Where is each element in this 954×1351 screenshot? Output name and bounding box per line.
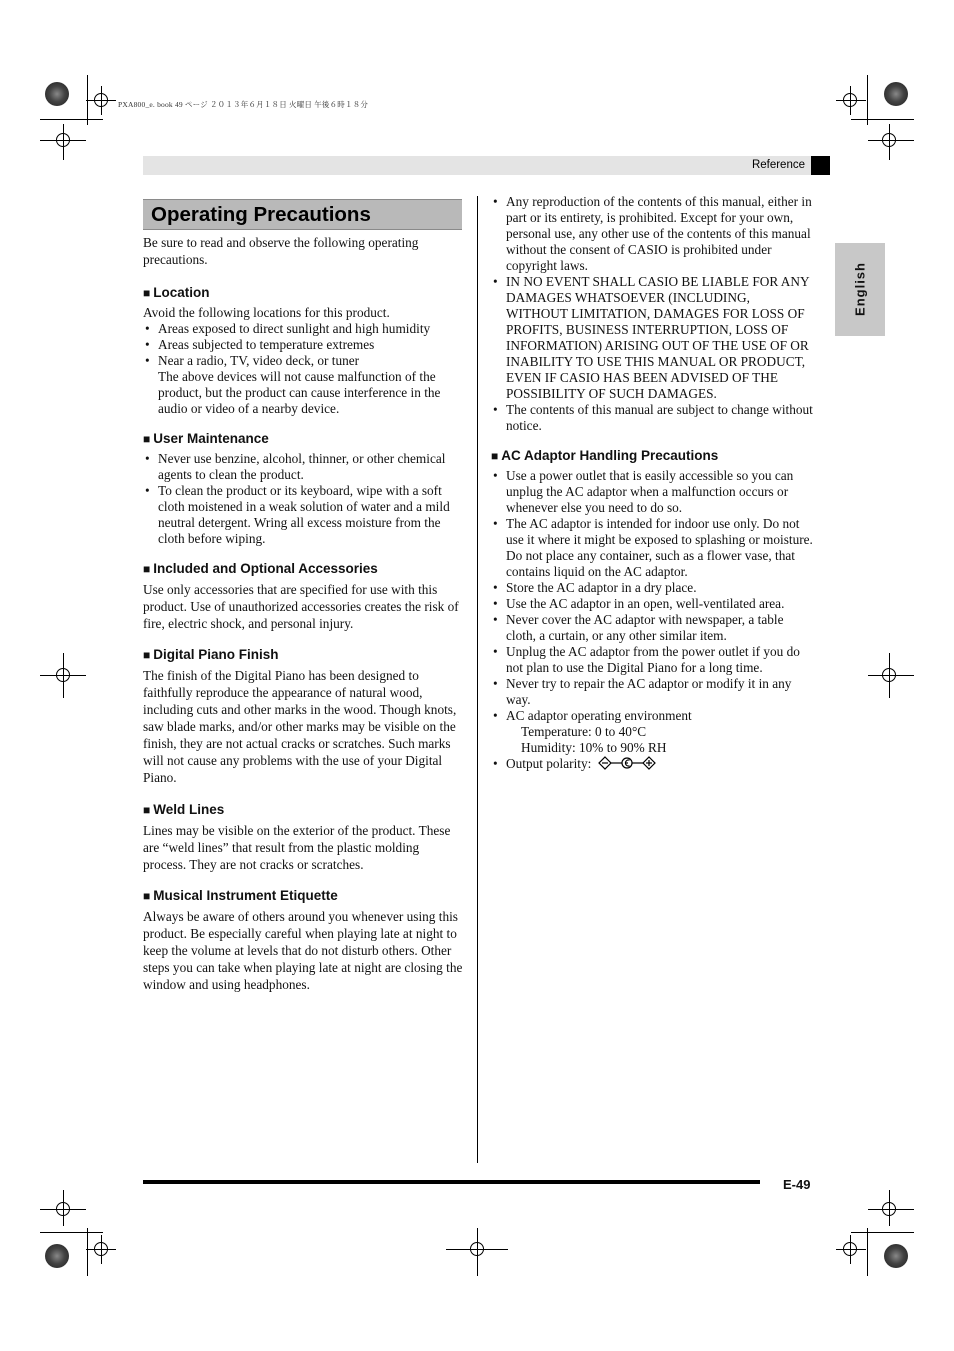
ac-adaptor-list	[491, 468, 813, 772]
finish-text: The finish of the Digital Piano has been designed to faithfully reproduce the appearance of natural wood, including cuts and other marks in the wood. Though knots, saw blade marks, and/or other marks may be visible on the finish, they are not actual cracks or scratches. Such marks will not cause any problems with the use of your Digital Piano.	[143, 668, 457, 785]
list-item: • Near a radio, TV, video deck, or tuner	[143, 353, 463, 369]
column-divider	[477, 196, 478, 1163]
list-item: • Never try to repair the AC adaptor or modify it in any way.	[491, 676, 813, 708]
print-slug: PXA800_e. book 49 ページ ２０１３年６月１８日 火曜日 午後６時１８分	[118, 100, 369, 109]
page-title-box	[143, 199, 462, 230]
header-band	[143, 156, 812, 175]
center-negative-polarity-icon	[598, 755, 656, 771]
page-number: E-49	[783, 1177, 811, 1192]
section-label: Reference	[751, 159, 805, 171]
maintenance-list	[143, 451, 463, 547]
env-humidity: Humidity: 10% to 90% RH	[521, 740, 667, 755]
list-item: • Areas exposed to direct sunlight and high humidity	[143, 321, 463, 337]
list-item: • Store the AC adaptor in a dry place.	[491, 580, 813, 596]
list-item: • Never cover the AC adaptor with newspaper, a table cloth, a curtain, or any other similar item.	[491, 612, 813, 644]
registration-disc-icon	[884, 1244, 908, 1268]
etiquette-text: Always be aware of others around you whenever using this product. Be especially careful when playing late at night to keep the volume at levels that do not disturb others. Other steps you can take when playing late at night are closing the window and using headphones.	[143, 909, 463, 992]
list-item: • Any reproduction of the contents of this manual, either in part or its entirety, is prohibited. Except for your own, personal use, any other use of the contents of this manual without the consent of CASIO is prohibited under copyright laws.	[491, 194, 813, 274]
list-item-polarity	[491, 756, 813, 772]
weld-lines-text: Lines may be visible on the exterior of the product. These are “weld lines” that result from the plastic molding process. They are not cracks or scratches.	[143, 823, 451, 872]
list-item: • Use the AC adaptor in an open, well-ventilated area.	[491, 596, 813, 612]
legal-list	[491, 194, 813, 434]
list-item: • To clean the product or its keyboard, wipe with a soft cloth moistened in a weak solution of water and a mild neutral detergent. Wring all excess moisture from the cloth before wiping.	[143, 483, 463, 547]
section-heading-ac-adaptor: ■ AC Adaptor Handling Precautions	[491, 448, 719, 463]
section-heading-weld-lines: ■ Weld Lines	[143, 802, 225, 817]
section-heading-etiquette: ■ Musical Instrument Etiquette	[143, 888, 338, 903]
section-heading-user-maintenance: ■ User Maintenance	[143, 431, 269, 446]
list-item: • Never use benzine, alcohol, thinner, or other chemical agents to clean the product.	[143, 451, 463, 483]
env-temperature: Temperature: 0 to 40°C	[521, 724, 647, 739]
right-column	[491, 194, 813, 772]
list-item: • IN NO EVENT SHALL CASIO BE LIABLE FOR ANY DAMAGES WHATSOEVER (INCLUDING, WITHOUT LIMITATION, DAMAGES FOR LOSS OF PROFITS, BUSINESS INTERRUPTION, LOSS OF INFORMATION) ARISING OUT OF THE USE OF OR INABILITY TO USE THIS MANUAL OR PRODUCT, EVEN IF CASIO HAS BEEN ADVISED OF THE POSSIBILITY OF SUCH DAMAGES.	[491, 274, 813, 402]
header-marker-block	[811, 156, 830, 175]
accessories-text: Use only accessories that are specified for use with this product. Use of unauthorized accessories creates the risk of fire, electric shock, and personal injury.	[143, 582, 459, 631]
polarity-label: Output polarity:	[506, 756, 592, 771]
left-column	[143, 234, 463, 993]
list-item: • The contents of this manual are subject to change without notice.	[491, 402, 813, 434]
page-title: Operating Precautions	[151, 203, 371, 226]
location-note: The above devices will not cause malfunction of the product, but the product can cause interference in the audio or video of a nearby device.	[158, 369, 441, 416]
intro-text: Be sure to read and observe the following operating precautions.	[143, 235, 419, 267]
list-item: • Use a power outlet that is easily accessible so you can unplug the AC adaptor when a malfunction occurs or whenever else you need to do so.	[491, 468, 813, 516]
list-item: • AC adaptor operating environment Temperature: 0 to 40°C Humidity: 10% to 90% RH	[491, 708, 813, 756]
section-heading-finish: ■ Digital Piano Finish	[143, 647, 279, 662]
list-item: • Unplug the AC adaptor from the power outlet if you do not plan to use the Digital Piano for a long time.	[491, 644, 813, 676]
list-item: • The AC adaptor is intended for indoor use only. Do not use it where it might be exposed to splashing or moisture. Do not place any container, such as a flower vase, that contains liquid on the AC adaptor.	[491, 516, 813, 580]
language-tab-label: English	[852, 262, 868, 316]
location-lead: Avoid the following locations for this product.	[143, 305, 390, 320]
section-heading-accessories: ■ Included and Optional Accessories	[143, 561, 378, 576]
section-heading-location: ■ Location	[143, 285, 210, 300]
registration-disc-icon	[45, 1244, 69, 1268]
registration-disc-icon	[884, 82, 908, 106]
location-list	[143, 321, 463, 369]
footer-rule	[143, 1180, 760, 1184]
registration-disc-icon	[45, 82, 69, 106]
list-item: • Areas subjected to temperature extremes	[143, 337, 463, 353]
